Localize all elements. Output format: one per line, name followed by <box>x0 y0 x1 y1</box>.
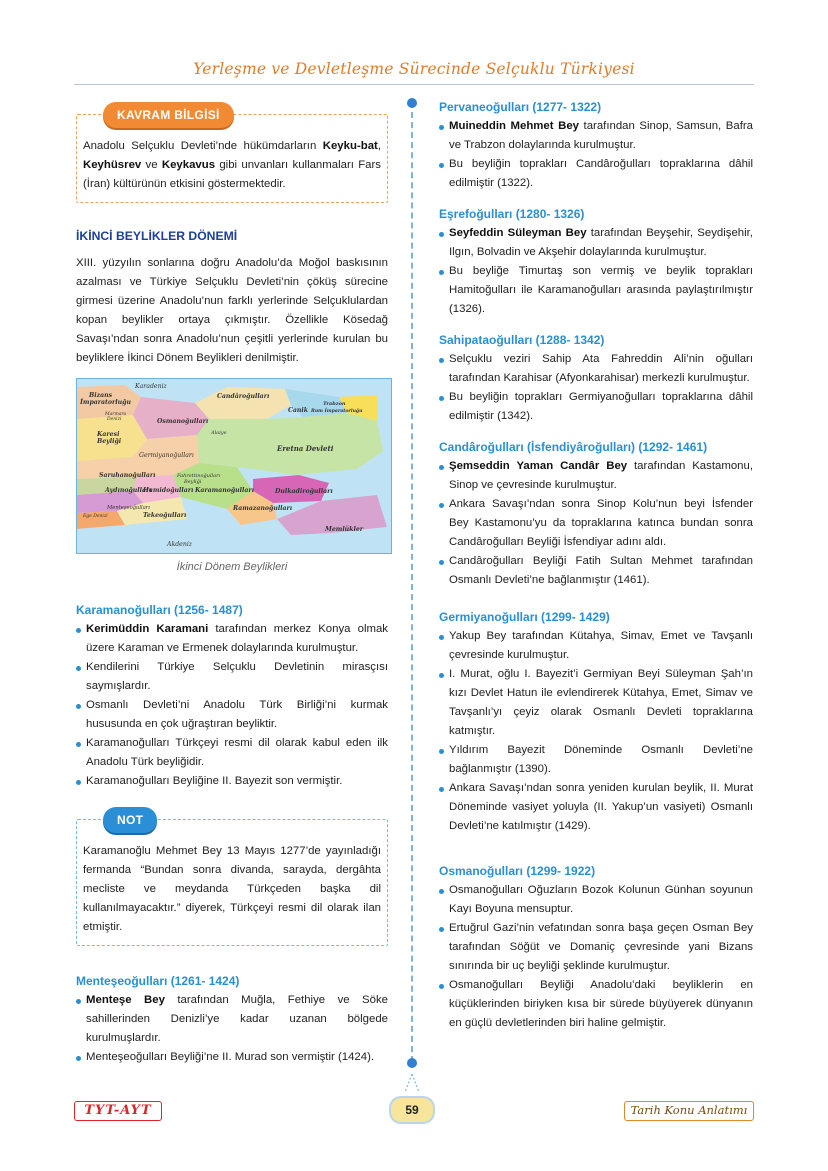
not-badge: NOT <box>103 807 157 833</box>
map-label-karaman: Karamanoğulları <box>195 487 254 494</box>
section-title-candar: Candâroğulları (İsfendiyâroğulları) (1292- 1461) <box>439 440 708 454</box>
list-item: Menteşeoğulları Beyliği’ne II. Murad son vermiştir (1424). <box>76 1048 388 1067</box>
map-label-saruhan: Saruhanoğulları <box>99 472 156 479</box>
not-text: Karamanoğlu Mehmet Bey 13 Mayıs 1277’de yayınladığı fermanda “Bundan sonra divanda, sarayda, dergâhta mecliste ve meydanda Türkçeden başka dil kullanılmayacaktır.” diyerek, Türkçeyi resmi dil olarak ilan etmiştir. <box>83 845 381 933</box>
list-item: Yakup Bey tarafından Kütahya, Simav, Emet ve Tavşanlı çevresinde kurulmuştur. <box>439 627 753 665</box>
map-label-beyligi2: Beyliği <box>184 479 202 485</box>
map-label-eretna: Eretna Devleti <box>277 444 334 453</box>
map-label-trabzon: Trabzon <box>323 401 346 407</box>
mentese-list <box>76 991 388 1067</box>
map-label-canik: Canik <box>288 407 309 414</box>
running-header: Yerleşme ve Devletleşme Sürecinde Selçuklu Türkiyesi <box>193 60 635 78</box>
beylikler-map <box>76 378 392 554</box>
section-title-ikinci-beylikler: İKİNCİ BEYLİKLER DÖNEMİ <box>76 229 238 243</box>
map-label-marmara: Marmara <box>105 412 127 417</box>
section-title-mentese: Menteşeoğulları (1261- 1424) <box>76 974 240 988</box>
list-item: Selçuklu veziri Sahip Ata Fahreddin Ali’nin oğulları tarafından Karahisar (Afyonkarahisar) merkezli kurulmuştur. <box>439 350 753 388</box>
pervane-list <box>439 117 753 193</box>
section-title-osmanoglu: Osmanoğulları (1299- 1922) <box>439 864 596 878</box>
list-item: Muineddin Mehmet Bey tarafından Sinop, Samsun, Bafra ve Trabzon dolaylarında kurulmuştur. <box>439 117 753 155</box>
list-item: Bu beyliğin toprakları Germiyanoğulları topraklarına dâhil edilmiştir (1342). <box>439 388 753 426</box>
map-label-candar: Candâroğulları <box>217 393 270 400</box>
list-item: Menteşe Bey tarafından Muğla, Fethiye ve Söke sahillerinden Denizli’ye kadar uzanan bölgede kurulmuşlardır. <box>76 991 388 1048</box>
map-label-memlukler: Memlükler <box>325 526 364 533</box>
map-label-alaiye: Alaiye <box>211 430 227 436</box>
map-label-teke: Tekeoğulları <box>143 512 187 519</box>
map-label-fahrettin: Fahrettinoğulları <box>177 473 221 479</box>
map-label-denizi: Denizi <box>107 417 122 422</box>
map-label-aydin: Aydınoğulları <box>105 487 152 494</box>
section-title-karaman: Karamanoğulları (1256- 1487) <box>76 603 243 617</box>
map-label-akdeniz: Akdeniz <box>167 541 193 548</box>
list-item: Şemseddin Yaman Candâr Bey tarafından Kastamonu, Sinop ve çevresinde kurulmuştur. <box>439 457 753 495</box>
list-item: Ankara Savaşı’ndan sonra yeniden kurulan beylik, II. Murat Döneminde vasiyet yoluyla (II. Yakup’un vasiyeti) Osmanlı Devleti’ne katılmıştır (1429). <box>439 779 753 836</box>
column-divider <box>411 102 413 1062</box>
map-label-osman: Osmanoğulları <box>157 418 209 425</box>
section-title-pervane: Pervaneoğulları (1277- 1322) <box>439 100 602 114</box>
footer-book-title: Tarih Konu Anlatımı <box>624 1101 754 1121</box>
map-label-hamid: Hamidoğulları <box>143 487 194 494</box>
divider-foot-ornament <box>401 1074 423 1094</box>
section-title-esref: Eşrefoğulları (1280- 1326) <box>439 207 585 221</box>
list-item: Osmanoğulları Oğuzların Bozok Kolunun Günhan soyunun Kayı Boyuna mensuptur. <box>439 881 753 919</box>
karaman-list <box>76 620 388 791</box>
map-label-ege: Ege Denizi <box>83 514 108 519</box>
esref-list <box>439 224 753 319</box>
map-label-beyligi: Beyliği <box>97 438 122 445</box>
list-item: Bu beyliğe Timurtaş son vermiş ve beylik toprakları Hamitoğulları ile Karamanoğulları arasında paylaştırılmıştır (1326). <box>439 262 753 319</box>
footer-tyt-ayt-label: TYT-AYT <box>74 1101 162 1121</box>
map-svg <box>77 379 392 554</box>
sahip-list <box>439 350 753 426</box>
ikinci-beylikler-paragraph: XIII. yüzyılın sonlarına doğru Anadolu’da Moğol baskısının azalması ve Türkiye Selçuklu Devleti’nin çöküş sürecine girmesi üzerine Anadolu’nun farklı yerlerinde Selçuklulardan kopan beylikler ortaya çıkmıştır. Özellikle Kösedağ Savaşı’ndan sonra Anadolu’nun çeşitli yerlerinde kurulan bu beyliklere İkinci Dönem Beylikleri denilmiştir. <box>76 257 388 364</box>
right-column <box>439 98 753 1033</box>
candar-list <box>439 457 753 590</box>
map-label-dulkadir: Dulkadiroğulları <box>275 488 333 495</box>
list-item: Yıldırım Bayezit Döneminde Osmanlı Devleti’ne bağlanmıştır (1390). <box>439 741 753 779</box>
map-label-germiyan: Germiyanoğulları <box>139 452 194 459</box>
list-item: Osmanoğulları Beyliği Anadolu’daki beyliklerin en küçüklerinden biriyken kısa bir sürede büyüyerek dünyanın en güçlü devletlerinden biri haline gelmiştir. <box>439 976 753 1033</box>
kavram-bilgisi-box <box>76 108 388 203</box>
map-label-rum: Rum İmparatorluğu <box>311 409 363 414</box>
page-number: 59 <box>389 1096 435 1124</box>
map-label-imparatorlugu: İmparatorluğu <box>80 399 131 406</box>
list-item: Karamanoğulları Türkçeyi resmi dil olarak kabul eden ilk Anadolu Türk beyliğidir. <box>76 734 388 772</box>
divider-bottom-dot <box>407 1058 417 1068</box>
list-item: Seyfeddin Süleyman Bey tarafından Beyşehir, Seydişehir, Ilgın, Bolvadin ve Akşehir dolaylarında kurulmuştur. <box>439 224 753 262</box>
map-caption: İkinci Dönem Beylikleri <box>176 561 288 573</box>
header-rule <box>74 84 754 85</box>
not-box <box>76 813 388 946</box>
map-label-ramazan: Ramazanoğulları <box>233 505 293 512</box>
germiyan-list <box>439 627 753 836</box>
divider-top-dot <box>407 98 417 108</box>
left-column <box>76 98 388 1067</box>
map-label-karadeniz: Karadeniz <box>135 383 167 390</box>
list-item: Kerimüddin Karamani tarafından merkez Konya olmak üzere Karaman ve Ermenek dolaylarında kurulmuştur. <box>76 620 388 658</box>
list-item: Bu beyliğin toprakları Candâroğulları topraklarına dâhil edilmiştir (1322). <box>439 155 753 193</box>
list-item: Karamanoğulları Beyliğine II. Bayezit son vermiştir. <box>76 772 388 791</box>
list-item: Ankara Savaşı’ndan sonra Sinop Kolu’nun beyi İsfender Bey Kastamonu’yu da topraklarına katınca bundan sonra Candâroğulları Beyliği İsfendiyar adını aldı. <box>439 495 753 552</box>
kavram-bilgisi-badge: KAVRAM BİLGİSİ <box>103 102 234 128</box>
list-item: I. Murat, oğlu I. Bayezit’i Germiyan Beyi Süleyman Şah’ın kızı Devlet Hatun ile evlendirerek Kütahya, Emet, Simav ve Tavşanlı’yı çeyiz olarak Osmanlı Devleti topraklarına katmıştır. <box>439 665 753 741</box>
kavram-text: Anadolu Selçuklu Devleti’nde hükümdarların Keyku-bat, Keyhüsrev ve Keykavus gibi unvanları kullanmaları Fars (İran) kültürünün etkisini göstermektedir. <box>83 140 381 190</box>
map-label-bizans: Bizans <box>89 392 113 399</box>
list-item: Ertuğrul Gazi’nin vefatından sonra başa geçen Osman Bey tarafından Söğüt ve Domaniç çevresinde yani Bizans sınırında bir uç beyliği şeklinde kurulmuştur. <box>439 919 753 976</box>
list-item: Osmanlı Devleti’ni Anadolu Türk Birliği’ni kurmak hususunda en çok uğraştıran beyliktir. <box>76 696 388 734</box>
map-label-karesi: Karesi <box>97 431 120 438</box>
section-title-germiyan: Germiyanoğulları (1299- 1429) <box>439 610 610 624</box>
map-label-mentese: Menteşeoğulları <box>107 505 150 511</box>
section-title-sahip: Sahipataoğulları (1288- 1342) <box>439 333 605 347</box>
list-item: Candâroğulları Beyliği Fatih Sultan Mehmet tarafından Osmanlı Devleti’ne bağlanmıştır (1461). <box>439 552 753 590</box>
list-item: Kendilerini Türkiye Selçuklu Devletinin mirasçısı saymışlardır. <box>76 658 388 696</box>
osmanoglu-list <box>439 881 753 1033</box>
